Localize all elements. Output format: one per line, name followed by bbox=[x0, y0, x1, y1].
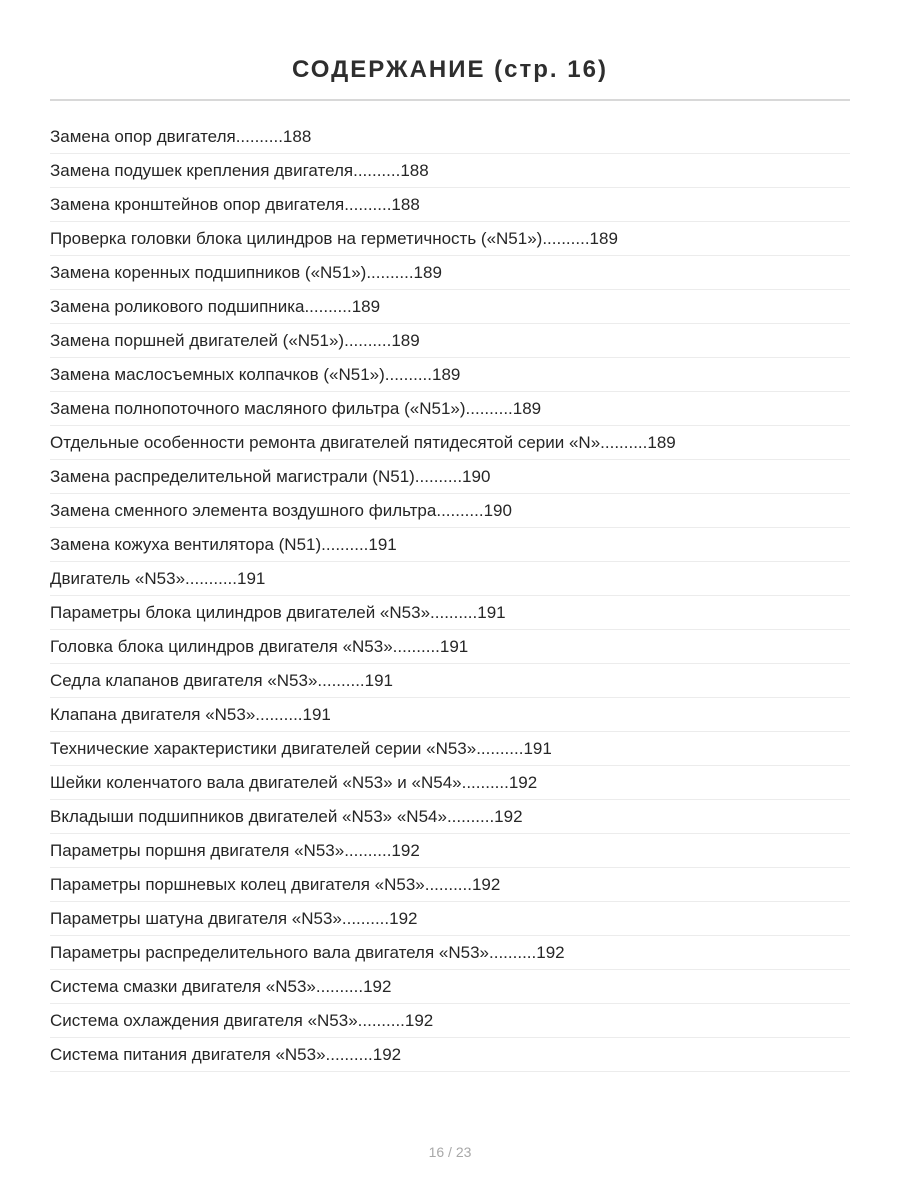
toc-entry[interactable]: Замена кожуха вентилятора (N51)..........191 bbox=[50, 528, 850, 562]
toc-entry[interactable]: Вкладыши подшипников двигателей «N53» «N54»..........192 bbox=[50, 800, 850, 834]
toc-entry[interactable]: Замена подушек крепления двигателя..........188 bbox=[50, 154, 850, 188]
table-of-contents bbox=[50, 120, 850, 1072]
page-title: СОДЕРЖАНИЕ (стр. 16) bbox=[292, 56, 608, 84]
toc-entry[interactable]: Параметры шатуна двигателя «N53»..........192 bbox=[50, 902, 850, 936]
toc-entry[interactable]: Отдельные особенности ремонта двигателей пятидесятой серии «N»..........189 bbox=[50, 426, 850, 460]
toc-entry[interactable]: Параметры распределительного вала двигателя «N53»..........192 bbox=[50, 936, 850, 970]
title-divider bbox=[50, 99, 850, 101]
toc-entry[interactable]: Замена распределительной магистрали (N51)..........190 bbox=[50, 460, 850, 494]
page-indicator: 16 / 23 bbox=[428, 1144, 472, 1160]
toc-entry[interactable]: Замена опор двигателя..........188 bbox=[50, 120, 850, 154]
toc-entry[interactable]: Замена маслосъемных колпачков («N51»)..........189 bbox=[50, 358, 850, 392]
toc-entry[interactable]: Система смазки двигателя «N53»..........192 bbox=[50, 970, 850, 1004]
toc-entry[interactable]: Замена поршней двигателей («N51»)..........189 bbox=[50, 324, 850, 358]
toc-entry[interactable]: Технические характеристики двигателей серии «N53»..........191 bbox=[50, 732, 850, 766]
toc-entry[interactable]: Замена полнопоточного масляного фильтра («N51»)..........189 bbox=[50, 392, 850, 426]
toc-entry[interactable]: Система питания двигателя «N53»..........192 bbox=[50, 1038, 850, 1072]
toc-entry[interactable]: Головка блока цилиндров двигателя «N53»..........191 bbox=[50, 630, 850, 664]
toc-entry[interactable]: Клапана двигателя «N53»..........191 bbox=[50, 698, 850, 732]
toc-entry[interactable]: Шейки коленчатого вала двигателей «N53» и «N54»..........192 bbox=[50, 766, 850, 800]
toc-entry[interactable]: Седла клапанов двигателя «N53»..........191 bbox=[50, 664, 850, 698]
toc-entry[interactable]: Замена коренных подшипников («N51»)..........189 bbox=[50, 256, 850, 290]
toc-entry[interactable]: Параметры блока цилиндров двигателей «N53»..........191 bbox=[50, 596, 850, 630]
toc-entry[interactable]: Замена роликового подшипника..........189 bbox=[50, 290, 850, 324]
toc-entry[interactable]: Замена сменного элемента воздушного фильтра..........190 bbox=[50, 494, 850, 528]
toc-entry[interactable]: Проверка головки блока цилиндров на герметичность («N51»)..........189 bbox=[50, 222, 850, 256]
toc-entry[interactable]: Параметры поршня двигателя «N53»..........192 bbox=[50, 834, 850, 868]
toc-entry[interactable]: Двигатель «N53»...........191 bbox=[50, 562, 850, 596]
toc-entry[interactable]: Параметры поршневых колец двигателя «N53»..........192 bbox=[50, 868, 850, 902]
toc-entry[interactable]: Система охлаждения двигателя «N53»..........192 bbox=[50, 1004, 850, 1038]
toc-entry[interactable]: Замена кронштейнов опор двигателя..........188 bbox=[50, 188, 850, 222]
